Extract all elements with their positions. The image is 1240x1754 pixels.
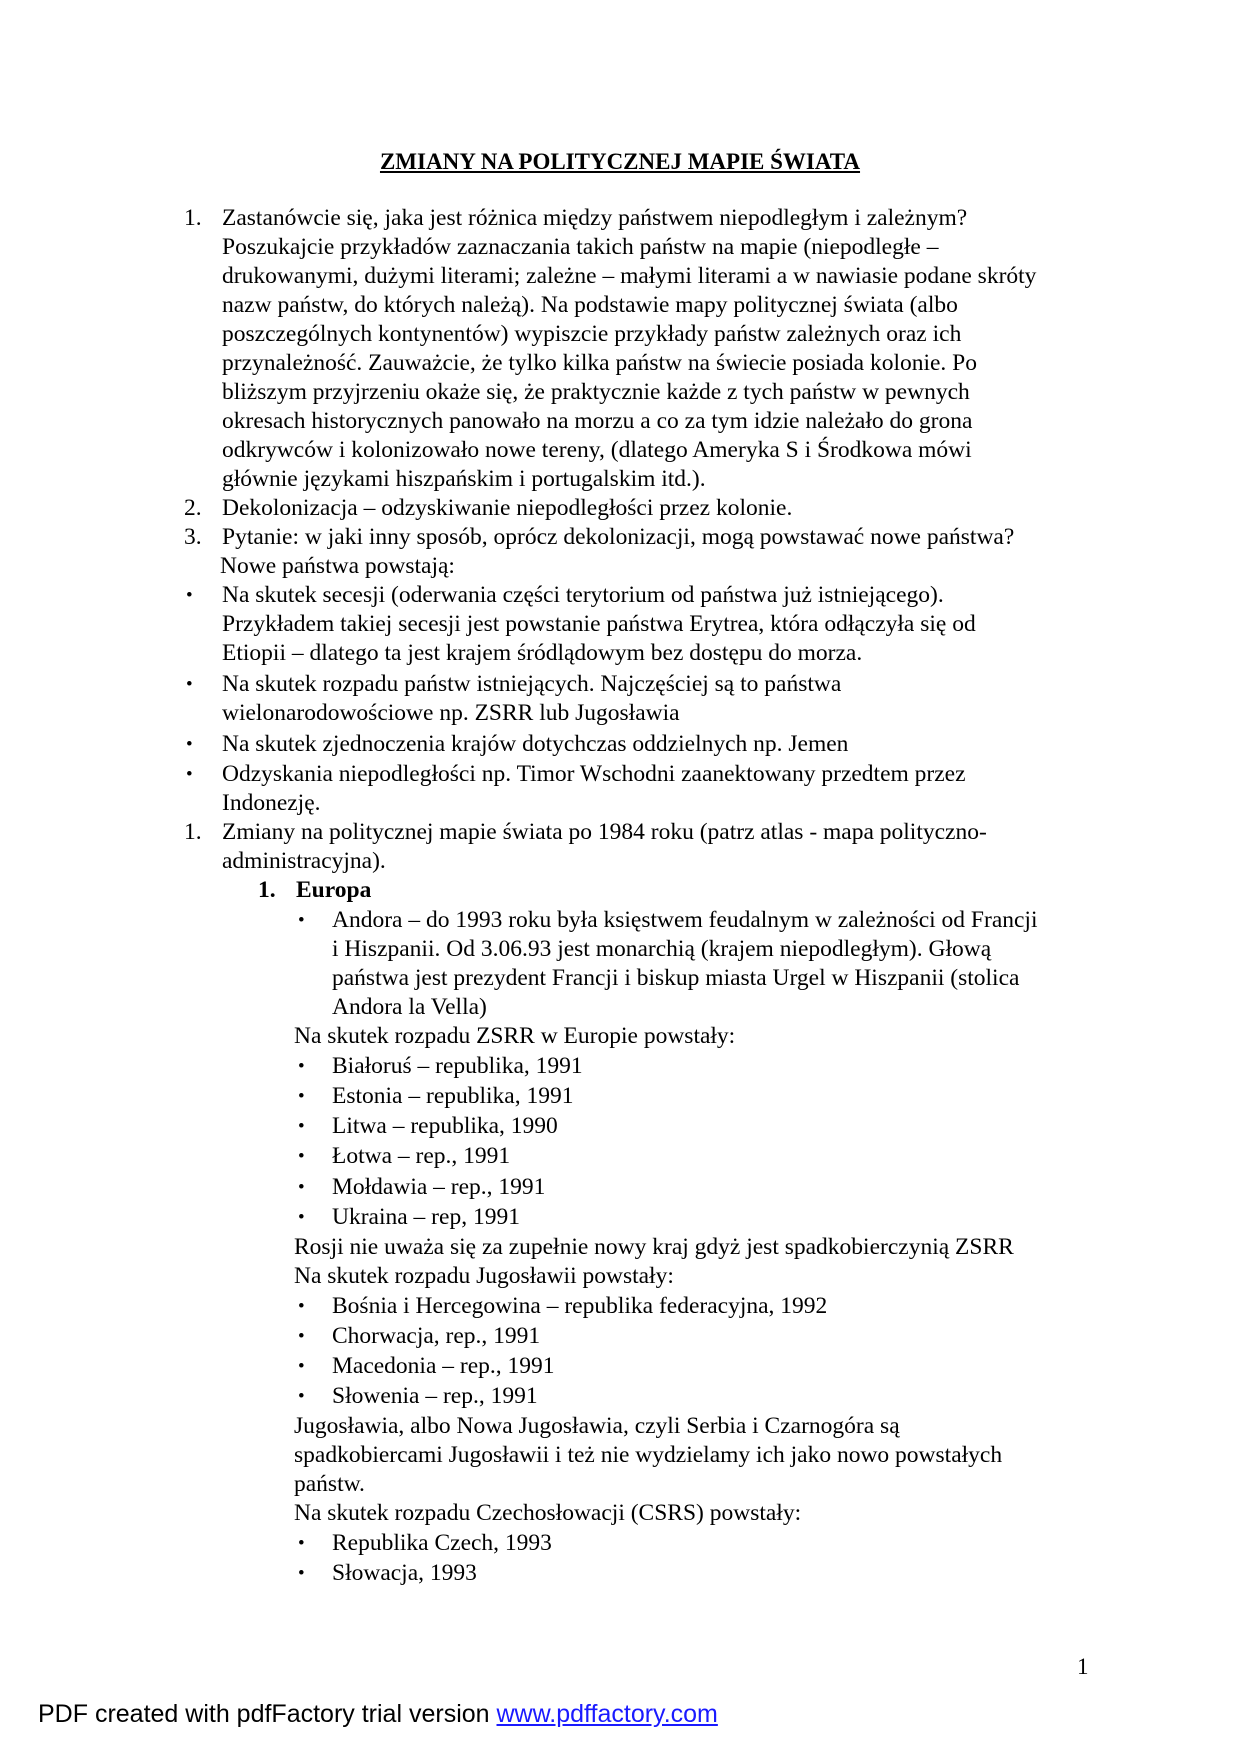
- bullet-line: Republika Czech, 1993: [332, 1530, 552, 1556]
- bullet-line: Na skutek rozpadu państw istniejących. Najczęściej są to państwa: [222, 671, 842, 697]
- bullet-glyph: •: [298, 1177, 305, 1198]
- paragraph-line: drukowanymi, dużymi literami; zależne – małymi literami a w nawiasie podane skróty: [222, 263, 1037, 289]
- bullet-line: i Hiszpanii. Od 3.06.93 jest monarchią (krajem niepodległym). Głową: [332, 936, 992, 962]
- list-marker: 2.: [184, 495, 202, 521]
- paragraph-line: Na skutek rozpadu ZSRR w Europie powstały:: [294, 1023, 736, 1049]
- document-title: ZMIANY NA POLITYCZNEJ MAPIE ŚWIATA: [379, 149, 861, 174]
- paragraph-line: Nowe państwa powstają:: [220, 553, 455, 579]
- paragraph-line: Zastanówcie się, jaka jest różnica między państwem niepodległym i zależnym?: [222, 205, 968, 231]
- paragraph-line: odkrywców i kolonizowało nowe tereny, (dlatego Ameryka S i Środkowa mówi: [222, 437, 972, 463]
- paragraph-line: Na skutek rozpadu Czechosłowacji (CSRS) powstały:: [294, 1500, 802, 1526]
- bullet-line: Andora la Vella): [332, 994, 487, 1020]
- paragraph-line: nazw państw, do których należą). Na podstawie mapy politycznej świata (albo: [222, 292, 958, 318]
- bullet-glyph: •: [298, 1563, 305, 1584]
- paragraph-line: przynależność. Zauważcie, że tylko kilka państw na świecie posiada kolonie. Po: [222, 350, 978, 376]
- bullet-line: Indonezję.: [222, 790, 321, 816]
- bullet-line: Mołdawia – rep., 1991: [332, 1174, 546, 1200]
- list-marker: 1.: [184, 205, 202, 231]
- paragraph-line: okresach historycznych panowało na morzu a co za tym idzie należało do grona: [222, 408, 973, 434]
- bullet-glyph: •: [186, 764, 193, 785]
- bullet-line: Białoruś – republika, 1991: [332, 1053, 583, 1079]
- paragraph-line: Na skutek rozpadu Jugosławii powstały:: [294, 1263, 674, 1289]
- paragraph-line: spadkobiercami Jugosławii i też nie wydzielamy ich jako nowo powstałych: [294, 1442, 1003, 1468]
- paragraph-line: bliższym przyjrzeniu okaże się, że praktycznie każde z tych państw w pewnych: [222, 379, 970, 405]
- paragraph-line: państw.: [294, 1471, 365, 1497]
- bullet-glyph: •: [186, 734, 193, 755]
- bullet-glyph: •: [186, 674, 193, 695]
- section-heading: Europa: [296, 877, 372, 903]
- bullet-line: Na skutek zjednoczenia krajów dotychczas oddzielnych np. Jemen: [222, 731, 849, 757]
- paragraph-line: Poszukajcie przykładów zaznaczania takich państw na mapie (niepodległe –: [222, 234, 939, 260]
- bullet-glyph: •: [298, 1086, 305, 1107]
- bullet-glyph: •: [186, 585, 193, 606]
- bullet-line: Odzyskania niepodległości np. Timor Wschodni zaanektowany przedtem przez: [222, 761, 966, 787]
- bullet-line: państwa jest prezydent Francji i biskup miasta Urgel w Hiszpanii (stolica: [332, 965, 1020, 991]
- bullet-glyph: •: [298, 1356, 305, 1377]
- bullet-glyph: •: [298, 1207, 305, 1228]
- bullet-line: Chorwacja, rep., 1991: [332, 1323, 541, 1349]
- bullet-glyph: •: [298, 1116, 305, 1137]
- bullet-glyph: •: [298, 1326, 305, 1347]
- bullet-glyph: •: [298, 1296, 305, 1317]
- bullet-line: Słowacja, 1993: [332, 1560, 477, 1586]
- paragraph-line: administracyjna).: [222, 848, 386, 874]
- list-marker: 3.: [184, 524, 202, 550]
- page-number: 1: [1077, 1654, 1089, 1679]
- bullet-glyph: •: [298, 1056, 305, 1077]
- bullet-line: Estonia – republika, 1991: [332, 1083, 574, 1109]
- bullet-line: Słowenia – rep., 1991: [332, 1383, 538, 1409]
- paragraph-line: Jugosławia, albo Nowa Jugosławia, czyli Serbia i Czarnogóra są: [294, 1413, 900, 1439]
- bullet-line: Etiopii – dlatego ta jest krajem śródlądowym bez dostępu do morza.: [222, 640, 863, 666]
- bullet-glyph: •: [298, 1533, 305, 1554]
- bullet-line: Litwa – republika, 1990: [332, 1113, 558, 1139]
- bullet-glyph: •: [298, 1386, 305, 1407]
- paragraph-line: Dekolonizacja – odzyskiwanie niepodległości przez kolonie.: [222, 495, 793, 521]
- paragraph-line: głównie językami hiszpańskim i portugalskim itd.).: [222, 466, 706, 492]
- paragraph-line: poszczególnych kontynentów) wypiszcie przykłady państw zależnych oraz ich: [222, 321, 962, 347]
- bullet-line: Andora – do 1993 roku była księstwem feudalnym w zależności od Francji: [332, 907, 1038, 933]
- paragraph-line: Pytanie: w jaki inny sposób, oprócz dekolonizacji, mogą powstawać nowe państwa?: [222, 524, 1015, 550]
- pdf-footer: [38, 1700, 718, 1729]
- bullet-line: Ukraina – rep, 1991: [332, 1204, 520, 1230]
- bullet-glyph: •: [298, 1146, 305, 1167]
- footer-text: PDF created with pdfFactory trial version: [38, 1700, 497, 1728]
- bullet-line: Macedonia – rep., 1991: [332, 1353, 555, 1379]
- bullet-glyph: •: [298, 910, 305, 931]
- bullet-line: Przykładem takiej secesji jest powstanie państwa Erytrea, która odłączyła się od: [222, 611, 976, 637]
- bullet-line: wielonarodowościowe np. ZSRR lub Jugosławia: [222, 700, 680, 726]
- list-marker: 1.: [184, 819, 202, 845]
- footer-link[interactable]: www.pdffactory.com: [496, 1700, 718, 1728]
- paragraph-line: Rosji nie uważa się za zupełnie nowy kraj gdyż jest spadkobierczynią ZSRR: [294, 1234, 1014, 1260]
- section-marker: 1.: [258, 877, 276, 903]
- bullet-line: Na skutek secesji (oderwania części terytorium od państwa już istniejącego).: [222, 582, 944, 608]
- bullet-line: Bośnia i Hercegowina – republika federacyjna, 1992: [332, 1293, 828, 1319]
- bullet-line: Łotwa – rep., 1991: [332, 1143, 511, 1169]
- paragraph-line: Zmiany na politycznej mapie świata po 1984 roku (patrz atlas - mapa polityczno-: [222, 819, 987, 845]
